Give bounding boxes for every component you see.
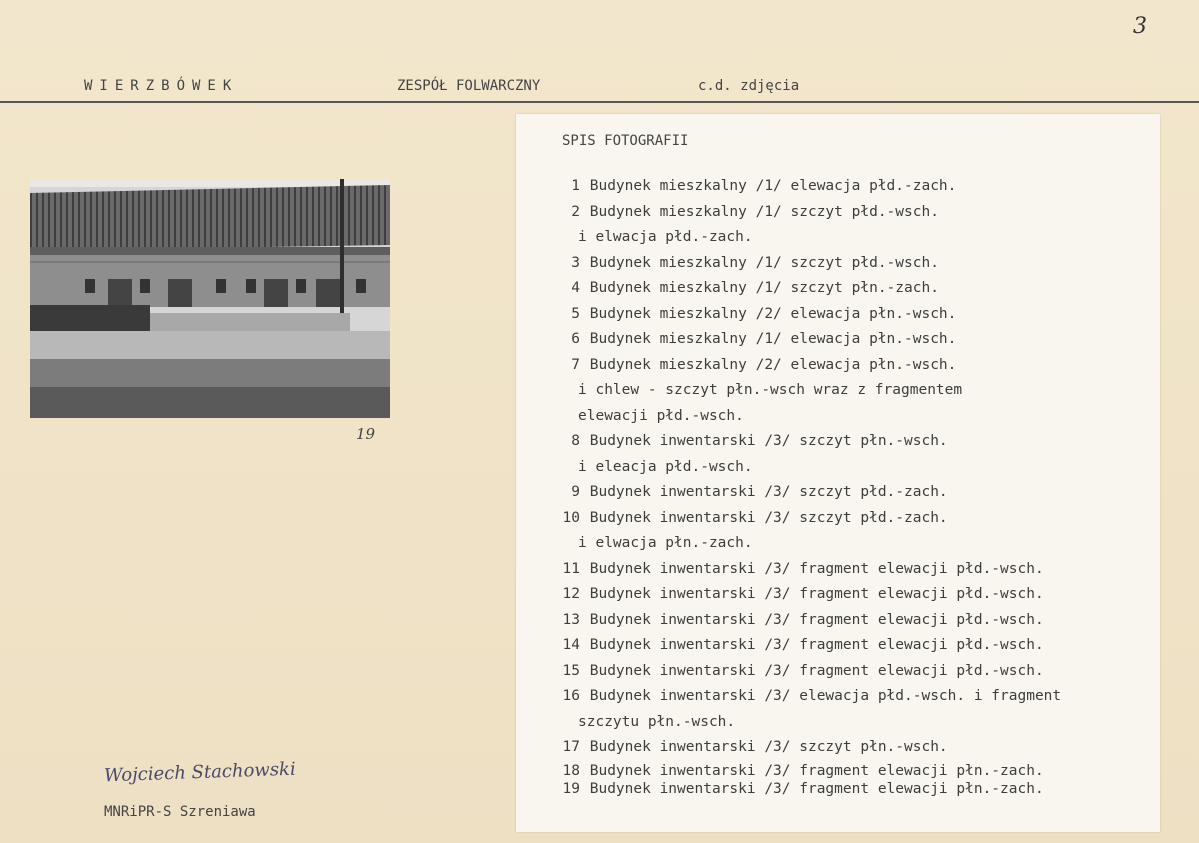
entry-number: 5 (571, 305, 580, 322)
list-item (540, 276, 1155, 302)
list-item (540, 506, 1155, 557)
entry-number: 2 (571, 203, 580, 220)
photo-list-title: SPIS FOTOGRAFII (562, 133, 689, 149)
entry-number: 3 (571, 254, 580, 271)
entry-text: Budynek inwentarski /3/ elewacja płd.-wsch. i fragment (589, 688, 1062, 704)
list-item (540, 200, 1155, 251)
entry-text: Budynek inwentarski /3/ fragment elewacji płd.-wsch. (589, 662, 1044, 679)
entry-text: Budynek inwentarski /3/ fragment elewacji płd.-wsch. (589, 586, 1044, 602)
header-rule (0, 101, 1199, 103)
entry-text: Budynek inwentarski /3/ szczyt płd.-zach. (589, 484, 948, 500)
entry-text: Budynek inwentarski /3/ fragment elewacji płn.-zach. (589, 780, 1044, 797)
photo-list (540, 174, 1155, 797)
list-item (540, 735, 1155, 761)
entry-text: Budynek mieszkalny /2/ elewacja płn.-wsch. (589, 305, 957, 322)
institution-stamp: MNRiPR-S Szreniawa (104, 804, 256, 820)
entry-text: Budynek inwentarski /3/ fragment elewacji płd.-wsch. (589, 560, 1044, 577)
list-item (540, 659, 1155, 685)
entry-text: Budynek mieszkalny /2/ elewacja płn.-wsch. (589, 356, 957, 373)
list-item (540, 327, 1155, 353)
header-continuation: c.d. zdjęcia (698, 78, 800, 94)
entry-number: 19 (562, 780, 580, 797)
list-item (540, 781, 1155, 797)
entry-text: Budynek inwentarski /3/ szczyt płn.-wsch. (589, 739, 948, 755)
entry-continuation: elewacji płd.-wsch. (578, 407, 744, 424)
list-item (540, 480, 1155, 506)
entry-text: Budynek mieszkalny /1/ szczyt płd.-wsch. (589, 254, 939, 271)
entry-text: Budynek inwentarski /3/ fragment elewacji płd.-wsch. (589, 611, 1044, 628)
list-item (540, 582, 1155, 608)
entry-text: Budynek inwentarski /3/ szczyt płd.-zach. (589, 509, 948, 526)
entry-number: 10 (562, 509, 580, 526)
entry-number: 15 (562, 662, 580, 679)
entry-number: 14 (562, 637, 580, 653)
entry-text: Budynek inwentarski /3/ fragment elewacji płn.-zach. (589, 762, 1044, 779)
entry-continuation: i eleacja płd.-wsch. (578, 458, 753, 475)
entry-number: 4 (571, 280, 580, 296)
entry-text: Budynek mieszkalny /1/ szczyt płd.-wsch. (589, 203, 939, 220)
list-item (540, 684, 1155, 735)
entry-number: 12 (562, 586, 580, 602)
entry-continuation: szczytu płn.-wsch. (578, 713, 736, 730)
list-item (540, 608, 1155, 634)
header-place: WIERZBÓWEK (84, 78, 239, 94)
list-item (540, 353, 1155, 430)
entry-text: Budynek mieszkalny /1/ elewacja płd.-zach. (589, 178, 957, 194)
entry-number: 16 (562, 688, 580, 704)
list-item (540, 761, 1155, 781)
entry-number: 8 (571, 433, 580, 449)
entry-continuation: i chlew - szczyt płn.-wsch wraz z fragmentem (578, 382, 963, 398)
list-item (540, 251, 1155, 277)
list-item (540, 429, 1155, 480)
entry-number: 18 (562, 762, 580, 779)
list-item (540, 302, 1155, 328)
entry-number: 1 (571, 178, 580, 194)
page-number: 3 (1133, 14, 1147, 39)
list-item (540, 633, 1155, 659)
list-item (540, 174, 1155, 200)
entry-number: 13 (562, 611, 580, 628)
entry-number: 9 (571, 484, 580, 500)
entry-number: 6 (571, 331, 580, 347)
handwritten-signature: Wojciech Stachowski (103, 758, 297, 787)
list-item (540, 557, 1155, 583)
entry-text: Budynek inwentarski /3/ fragment elewacji płd.-wsch. (589, 637, 1044, 653)
entry-text: Budynek inwentarski /3/ szczyt płn.-wsch. (589, 433, 948, 449)
photo-caption: 19 (356, 425, 376, 443)
building-photo (30, 179, 390, 418)
entry-text: Budynek mieszkalny /1/ szczyt płn.-zach. (589, 280, 939, 296)
header-title: ZESPÓŁ FOLWARCZNY (397, 78, 541, 94)
entry-number: 17 (562, 739, 580, 755)
entry-text: Budynek mieszkalny /1/ elewacja płn.-wsch. (589, 331, 957, 347)
entry-continuation: i elwacja płd.-zach. (578, 229, 753, 245)
entry-number: 11 (562, 560, 580, 577)
building-photo-image (30, 179, 390, 418)
entry-continuation: i elwacja płn.-zach. (578, 535, 753, 551)
entry-number: 7 (571, 356, 580, 373)
